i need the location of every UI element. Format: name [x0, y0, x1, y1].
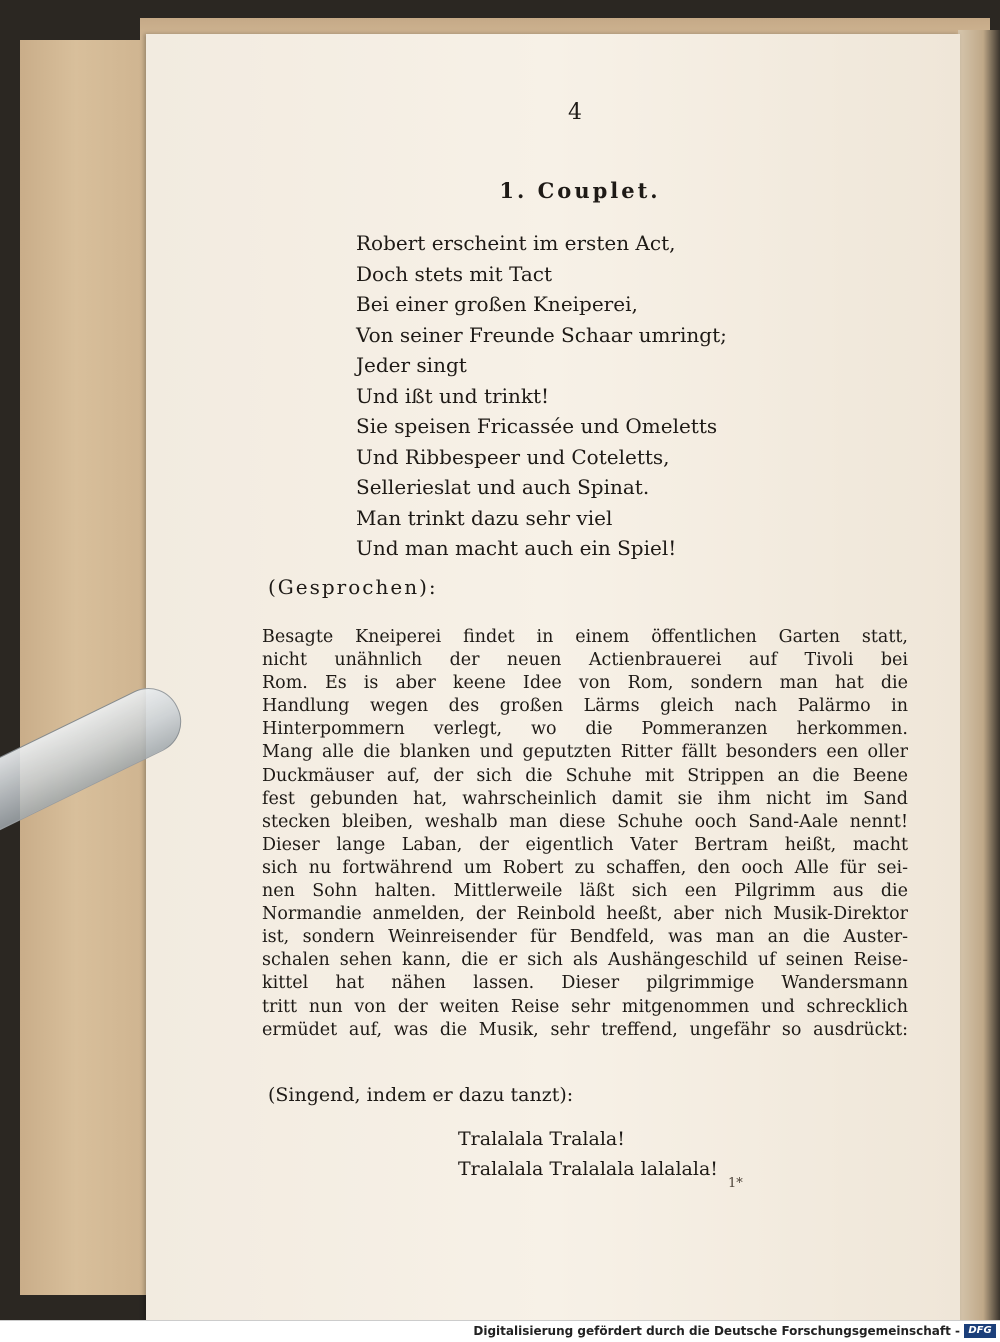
section-title: 1. Couplet. — [499, 178, 661, 203]
verse-line: Jeder singt — [356, 353, 467, 377]
verse-line: Und ißt und trinkt! — [356, 383, 550, 408]
footer-bar — [0, 1320, 1000, 1342]
prose-line: sich nu fortwährend um Robert zu schaffen, den ooch Alle für sei- — [262, 857, 908, 878]
page-stack-edge — [958, 30, 1000, 1320]
prose-line: Besagte Kneiperei findet in einem öffentlichen Garten statt, — [262, 627, 908, 647]
prose-line: Hinterpommern verlegt, wo die Pommeranzen herkommen. — [262, 719, 908, 740]
prose-line: kittel hat nähen lassen. Dieser pilgrimmige Wandersmann — [262, 973, 908, 994]
prose-line: Mang alle die blanken und geputzten Ritter fällt besonders een oller — [262, 742, 908, 763]
prose-line: nicht unähnlich der neuen Actienbrauerei auf Tivoli bei — [262, 650, 908, 671]
verse-line: Sie speisen Fricassée und Omeletts — [356, 414, 718, 438]
prose-line: tritt nun von der weiten Reise sehr mitgenommen und schrecklich — [262, 996, 908, 1017]
prose-line: nen Sohn halten. Mittlerweile läßt sich een Pilgrimm aus die — [262, 881, 908, 902]
prose-paragraph — [262, 626, 908, 1042]
verse-line: Bei einer großen Kneiperei, — [356, 292, 638, 316]
sung-intro: (Singend, indem er dazu tanzt): — [268, 1084, 574, 1106]
prose-line: fest gebunden hat, wahrscheinlich damit sie ihm nicht im Sand — [262, 788, 908, 809]
sung-line: Tralalala Tralalala lalalala! — [458, 1158, 718, 1180]
spoken-label: (Gesprochen): — [268, 575, 438, 599]
prose-line: ermüdet auf, was die Musik, sehr treffend, ungefähr so ausdrückt: — [262, 1019, 908, 1040]
signature-mark: 1* — [728, 1176, 743, 1191]
verse-block — [356, 228, 776, 564]
prose-line: stecken bleiben, weshalb man diese Schuhe ooch Sand-Aale nennt! — [262, 811, 908, 832]
prose-line: Duckmäuser auf, der sich die Schuhe mit Strippen an die Beene — [262, 765, 908, 786]
sung-line: Tralalala Tralala! — [458, 1128, 625, 1150]
prose-line: Rom. Es is aber keene Idee von Rom, sondern man hat die — [262, 673, 908, 694]
prose-line: Normandie anmelden, der Reinbold heeßt, aber nich Musik-Direktor — [262, 904, 908, 925]
sung-block — [458, 1124, 778, 1184]
verse-line: Doch stets mit Tact — [356, 261, 553, 286]
verse-line: Man trinkt dazu sehr viel — [356, 505, 613, 530]
prose-line: Handlung wegen des großen Lärms gleich nach Palärmo in — [262, 696, 908, 717]
verse-line: Sellerieslat und auch Spinat. — [356, 475, 650, 499]
dfg-logo-icon: DFG — [964, 1324, 996, 1338]
prose-line: Dieser lange Laban, der eigentlich Vater Bertram heißt, macht — [262, 834, 908, 855]
prose-line: schalen sehen kann, die er sich als Aushängeschild uf seinen Reise- — [262, 950, 908, 971]
verse-line: Von seiner Freunde Schaar umringt; — [356, 322, 727, 347]
page-number: 4 — [568, 100, 582, 125]
book-cover-board — [20, 40, 162, 1295]
verse-line: Und man macht auch ein Spiel! — [356, 536, 677, 560]
funding-credit: Digitalisierung gefördert durch die Deutsche Forschungsgemeinschaft - — [473, 1324, 960, 1338]
verse-line: Und Ribbespeer und Coteletts, — [356, 444, 670, 469]
prose-line: ist, sondern Weinreisender für Bendfeld, was man an die Auster- — [262, 927, 908, 948]
verse-line: Robert erscheint im ersten Act, — [356, 231, 676, 255]
